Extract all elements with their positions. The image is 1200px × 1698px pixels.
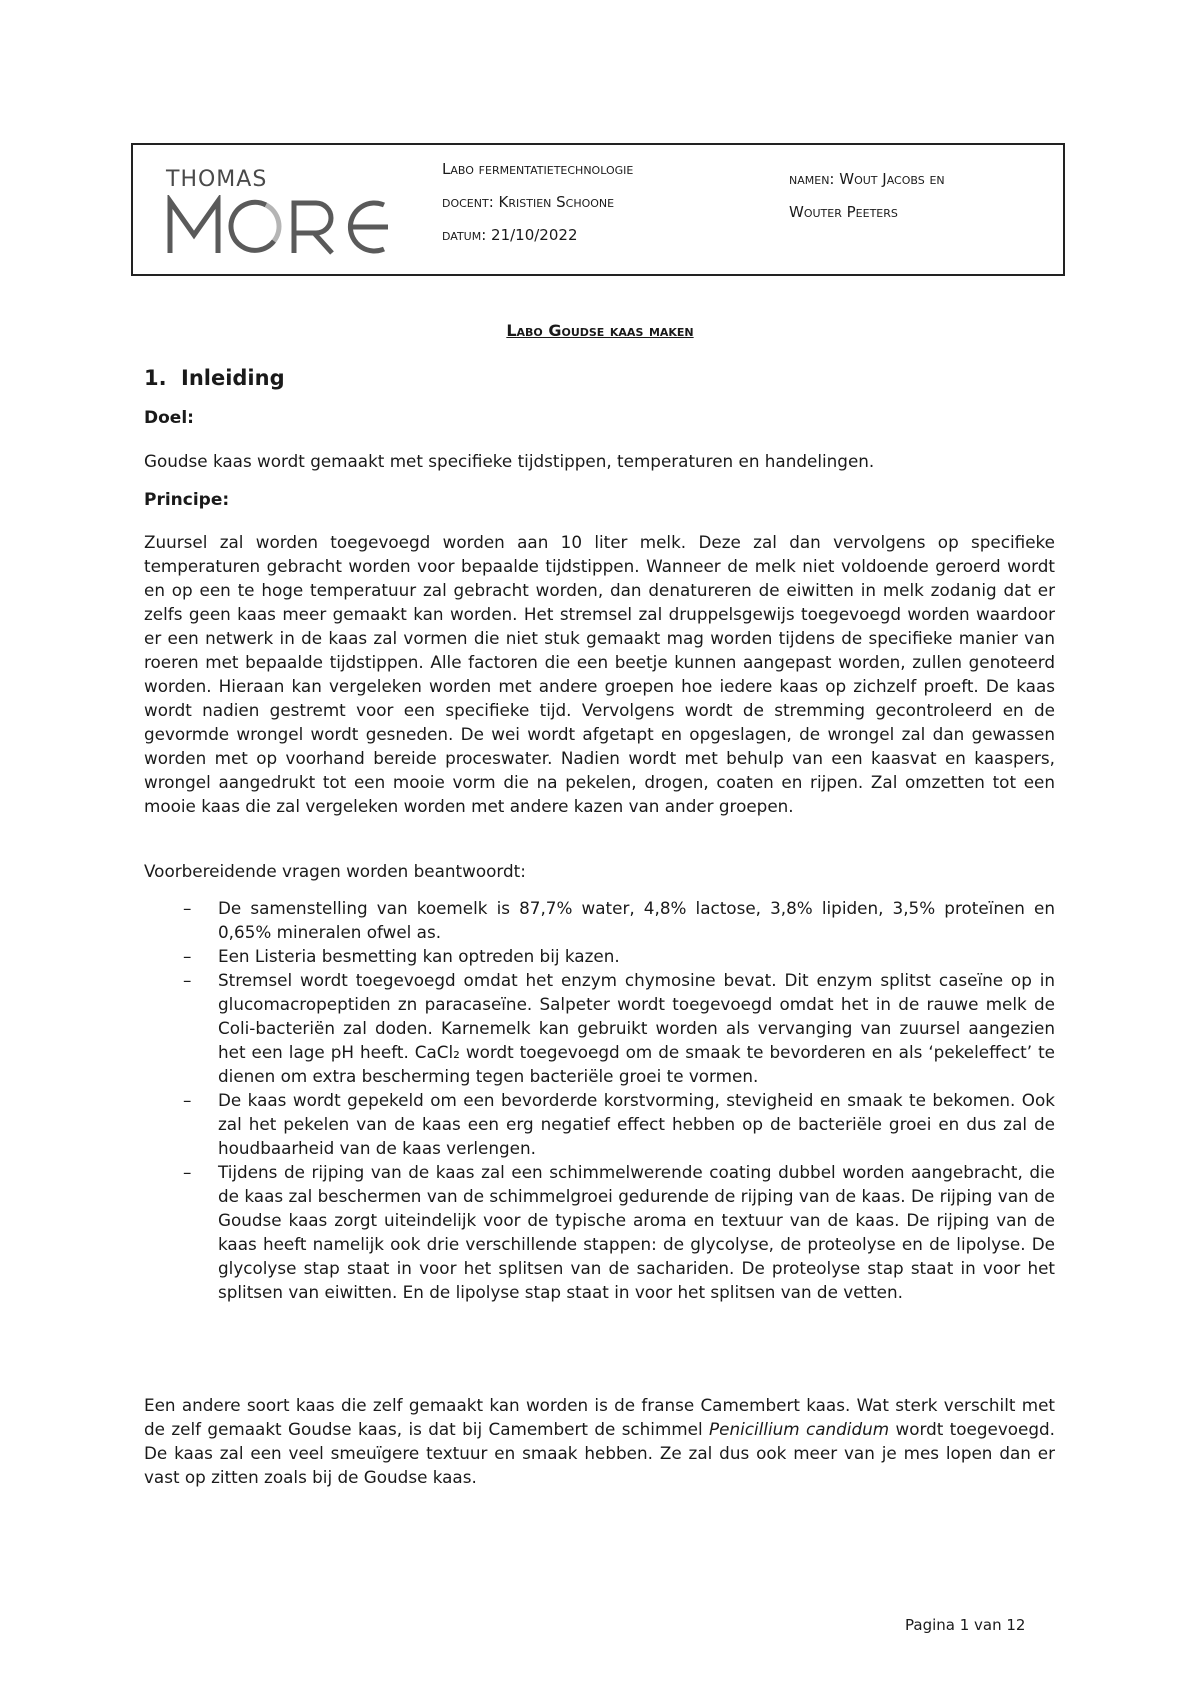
list-item: – De kaas wordt gepekeld om een bevorderde korstvorming, stevigheid en smaak te bekomen. Ook zal het pekelen van de kaas een erg negatief effect hebben op de bacteriële groei en dus zal de houdbaarheid van de kaas verlengen. — [183, 1090, 1055, 1158]
bullet-dash: – — [183, 970, 192, 990]
bullet-dash: – — [183, 1090, 192, 1110]
bullet-dash: – — [183, 1162, 192, 1182]
principe-text: Zuursel zal worden toegevoegd worden aan 10 liter melk. Deze zal dan vervolgens op specifieke temperaturen gebracht worden voor bepaalde tijdstippen. Wanneer de melk niet voldoende geroerd wordt en op een te hoge temperatuur zal gebracht worden, dan denatureren de eiwitten in melk zodanig dat er zelfs geen kaas meer gemaakt kan worden. Het stremsel zal druppelsgewijs toegevoegd worden waardoor er een netwerk in de kaas zal vormen die niet stuk gemaakt mag worden tijdens de specifieke manier van roeren met bepaalde tijdstippen. Alle factoren die een beetje kunnen aangepast worden, zullen genoteerd worden. Hieraan kan vergeleken worden met andere groepen hoe iedere kaas op zichzelf proeft. De kaas wordt nadien gestremt voor een specifieke tijd. Vervolgens wordt de stremming gecontroleerd en de gevormde wrongel wordt gesneden. De wei wordt afgetapt en opgeslagen, de wrongel zal dan gewassen worden met op voorhand bereide proceswater. Nadien wordt met behulp van een kaasvat en kaaspers, wrongel aangedrukt tot een mooie vorm die na pekelen, drogen, coaten en rijpen. Zal omzetten tot een mooie kaas die zal vergeleken worden met andere kazen van ander groepen. — [144, 532, 1055, 816]
bullet-dash: – — [183, 946, 192, 966]
teacher-name: docent: Kristien Schoone — [442, 193, 615, 211]
doel-label: Doel: — [144, 408, 194, 428]
list-item: – Stremsel wordt toegevoegd omdat het enzym chymosine bevat. Dit enzym splitst caseïne op in glucomacropeptiden zn paracaseïne. Salpeter wordt toegevoegd omdat het in de rauwe melk de Coli-bacteriën zal doden. Karnemelk kan gebruikt worden als vervanging van zuursel aangezien het een lage pH heeft. CaCl₂ wordt toegevoegd om de smaak te bevorderen en als ‘pekeleffect’ te dienen om extra bescherming tegen bacteriële groei te vormen. — [183, 970, 1055, 1086]
section-title: Inleiding — [181, 366, 285, 390]
report-date: datum: 21/10/2022 — [442, 226, 578, 244]
logo-more-wordmark — [166, 195, 396, 259]
closing-paragraph: Een andere soort kaas die zelf gemaakt kan worden is de franse Camembert kaas. Wat sterk verschilt met de zelf gemaakt Goudse kaas, is dat bij Camembert de schimmel Penicillium candidum wordt toegevoegd. De kaas zal een veel smeuïgere textuur en smaak hebben. Ze zal dus ook meer van je mes lopen dan er vast op zitten zoals bij de Goudse kaas. — [144, 1395, 1055, 1487]
authors-line-2: Wouter Peeters — [789, 203, 898, 221]
principe-label: Principe: — [144, 490, 230, 510]
doel-text: Goudse kaas wordt gemaakt met specifieke tijdstippen, temperaturen en handelingen. — [144, 451, 875, 471]
header-authors — [789, 163, 945, 229]
list-item: – Tijdens de rijping van de kaas zal een schimmelwerende coating dubbel worden aangebracht, die de kaas zal beschermen van de schimmelgroei gedurende de rijping van de kaas. De rijping van de Goudse kaas zorgt uiteindelijk voor de typische aroma en textuur van de kaas. De rijping van de kaas heeft namelijk ook drie verschillende stappen: de glycolyse, de proteolyse en de lipolyse. De glycolyse stap staat in voor het splitsen van de sachariden. De proteolyse stap staat in voor het splitsen van eiwitten. En de lipolyse stap staat in voor het splitsen van de vetten. — [183, 1162, 1055, 1302]
section-heading — [144, 366, 285, 390]
bullet-dash: – — [183, 898, 192, 918]
questions-intro: Voorbereidende vragen worden beantwoordt: — [144, 861, 526, 881]
course-name: Labo fermentatietechnologie — [442, 160, 634, 178]
species-name: Penicillium candidum — [709, 1419, 890, 1439]
document-title: Labo Goudse kaas maken — [506, 321, 694, 340]
logo-top-text: THOMAS — [166, 167, 268, 192]
questions-list — [144, 896, 1055, 1304]
page-number: Pagina 1 van 12 — [905, 1616, 1026, 1634]
list-item: – De samenstelling van koemelk is 87,7% water, 4,8% lactose, 3,8% lipiden, 3,5% proteïnen en 0,65% mineralen ofwel as. — [183, 898, 1055, 942]
header-course-info — [442, 153, 633, 252]
header-box — [131, 143, 1065, 276]
thomas-more-logo — [166, 167, 396, 257]
list-item: – Een Listeria besmetting kan optreden bij kazen. — [183, 946, 620, 966]
section-number: 1. — [144, 366, 167, 390]
authors-line-1: namen: Wout Jacobs en — [789, 170, 945, 188]
